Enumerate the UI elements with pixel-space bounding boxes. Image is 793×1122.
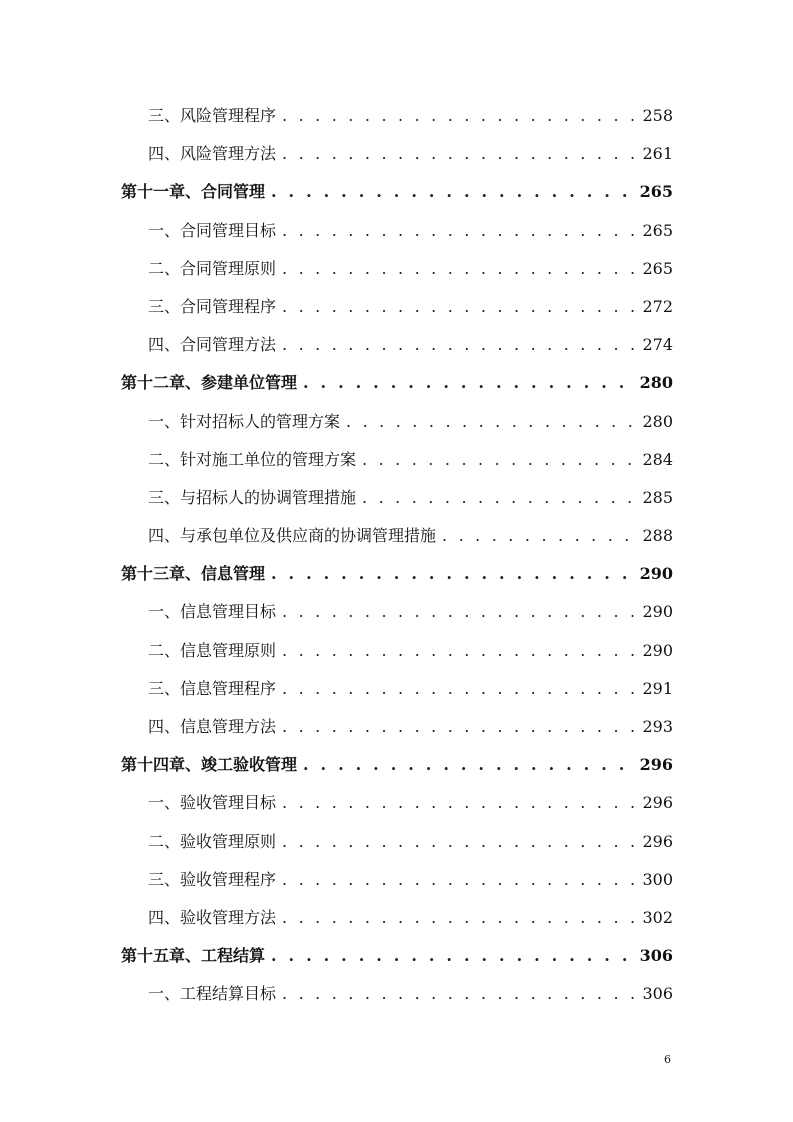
toc-dot-leader xyxy=(282,288,636,326)
toc-dot-leader xyxy=(346,403,636,441)
toc-chapter-entry[interactable] xyxy=(121,173,673,211)
table-of-contents xyxy=(121,97,673,1014)
toc-entry-page: 265 xyxy=(642,220,673,240)
toc-chapter-entry[interactable] xyxy=(121,746,673,784)
toc-entry-title: 一、工程结算目标 xyxy=(148,984,277,1004)
toc-entry-page: 290 xyxy=(639,564,673,584)
toc-entry-title: 三、风险管理程序 xyxy=(148,106,277,125)
toc-entry-page: 290 xyxy=(642,602,673,622)
toc-entry-title: 三、合同管理程序 xyxy=(148,296,277,316)
toc-section-entry[interactable] xyxy=(121,593,673,631)
toc-section-entry[interactable] xyxy=(121,135,673,173)
toc-section-entry[interactable] xyxy=(121,517,673,555)
toc-entry-title: 三、验收管理程序 xyxy=(148,869,277,889)
toc-entry-page: 265 xyxy=(639,182,673,202)
toc-section-entry[interactable] xyxy=(121,632,673,670)
toc-dot-leader xyxy=(282,823,636,861)
toc-entry-title: 第十二章、参建单位管理 xyxy=(121,373,298,393)
toc-dot-leader xyxy=(303,746,634,784)
toc-dot-leader xyxy=(271,555,634,593)
toc-section-entry[interactable] xyxy=(121,861,673,899)
toc-entry-page: 306 xyxy=(642,984,673,1004)
toc-section-entry[interactable] xyxy=(121,212,673,250)
toc-section-entry[interactable] xyxy=(121,326,673,364)
toc-entry-title: 第十一章、合同管理 xyxy=(121,182,266,202)
toc-entry-page: 280 xyxy=(639,373,673,393)
toc-dot-leader xyxy=(282,670,636,708)
toc-dot-leader xyxy=(282,708,636,746)
toc-entry-title: 一、验收管理目标 xyxy=(148,793,277,813)
toc-entry-title: 第十四章、竣工验收管理 xyxy=(121,755,298,775)
toc-entry-title: 一、针对招标人的管理方案 xyxy=(148,411,341,431)
toc-entry-title: 四、信息管理方法 xyxy=(148,717,277,736)
toc-entry-page: 306 xyxy=(639,946,673,966)
toc-entry-title: 四、风险管理方法 xyxy=(148,144,277,164)
toc-section-entry[interactable] xyxy=(121,670,673,708)
toc-section-entry[interactable] xyxy=(121,823,673,861)
toc-entry-page: 284 xyxy=(642,449,673,469)
toc-section-entry[interactable] xyxy=(121,975,673,1013)
toc-section-entry[interactable] xyxy=(121,97,673,135)
toc-entry-page: 272 xyxy=(642,296,673,316)
toc-entry-page: 300 xyxy=(642,869,673,889)
toc-entry-page: 296 xyxy=(639,755,673,775)
toc-entry-title: 四、合同管理方法 xyxy=(148,335,277,355)
toc-dot-leader xyxy=(362,479,636,517)
toc-section-entry[interactable] xyxy=(121,288,673,326)
toc-entry-title: 二、针对施工单位的管理方案 xyxy=(148,449,357,469)
page-number: 6 xyxy=(664,1053,671,1066)
toc-entry-page: 261 xyxy=(642,144,673,164)
toc-dot-leader xyxy=(282,899,636,937)
toc-entry-title: 二、验收管理原则 xyxy=(148,831,277,851)
toc-chapter-entry[interactable] xyxy=(121,555,673,593)
toc-entry-page: 285 xyxy=(642,487,673,507)
toc-entry-page: 290 xyxy=(642,640,673,660)
toc-entry-title: 二、信息管理原则 xyxy=(148,640,277,660)
toc-entry-page: 280 xyxy=(642,411,673,431)
toc-entry-title: 一、合同管理目标 xyxy=(148,220,277,240)
toc-section-entry[interactable] xyxy=(121,784,673,822)
toc-entry-page: 296 xyxy=(642,831,673,851)
toc-section-entry[interactable] xyxy=(121,441,673,479)
toc-dot-leader xyxy=(282,135,636,173)
toc-chapter-entry[interactable] xyxy=(121,937,673,975)
toc-dot-leader xyxy=(282,975,636,1013)
toc-entry-page: 296 xyxy=(642,793,673,813)
toc-section-entry[interactable] xyxy=(121,403,673,441)
toc-dot-leader xyxy=(282,632,636,670)
toc-dot-leader xyxy=(282,97,636,135)
toc-entry-title: 第十三章、信息管理 xyxy=(121,564,266,584)
toc-entry-page: 265 xyxy=(642,258,673,278)
toc-section-entry[interactable] xyxy=(121,479,673,517)
toc-entry-title: 四、与承包单位及供应商的协调管理措施 xyxy=(148,526,437,546)
toc-entry-title: 三、信息管理程序 xyxy=(148,678,277,698)
toc-entry-page: 302 xyxy=(642,907,673,927)
toc-entry-title: 一、信息管理目标 xyxy=(148,602,277,622)
toc-entry-title: 三、与招标人的协调管理措施 xyxy=(148,487,357,507)
toc-section-entry[interactable] xyxy=(121,250,673,288)
toc-dot-leader xyxy=(303,364,634,402)
toc-dot-leader xyxy=(282,861,636,899)
toc-dot-leader xyxy=(271,173,634,211)
toc-section-entry[interactable] xyxy=(121,708,673,746)
toc-entry-page: 291 xyxy=(642,678,673,698)
toc-entry-page: 288 xyxy=(642,526,673,546)
toc-entry-title: 二、合同管理原则 xyxy=(148,258,277,278)
toc-dot-leader xyxy=(271,937,634,975)
toc-entry-title: 第十五章、工程结算 xyxy=(121,946,266,966)
toc-dot-leader xyxy=(282,250,636,288)
toc-section-entry[interactable] xyxy=(121,899,673,937)
toc-entry-page: 274 xyxy=(642,335,673,355)
toc-chapter-entry[interactable] xyxy=(121,364,673,402)
toc-dot-leader xyxy=(282,326,636,364)
toc-dot-leader xyxy=(442,517,636,555)
toc-entry-page: 293 xyxy=(642,717,673,736)
toc-dot-leader xyxy=(282,212,636,250)
toc-dot-leader xyxy=(282,784,636,822)
toc-entry-page: 258 xyxy=(642,106,673,125)
toc-dot-leader xyxy=(362,441,636,479)
toc-dot-leader xyxy=(282,593,636,631)
toc-entry-title: 四、验收管理方法 xyxy=(148,907,277,927)
